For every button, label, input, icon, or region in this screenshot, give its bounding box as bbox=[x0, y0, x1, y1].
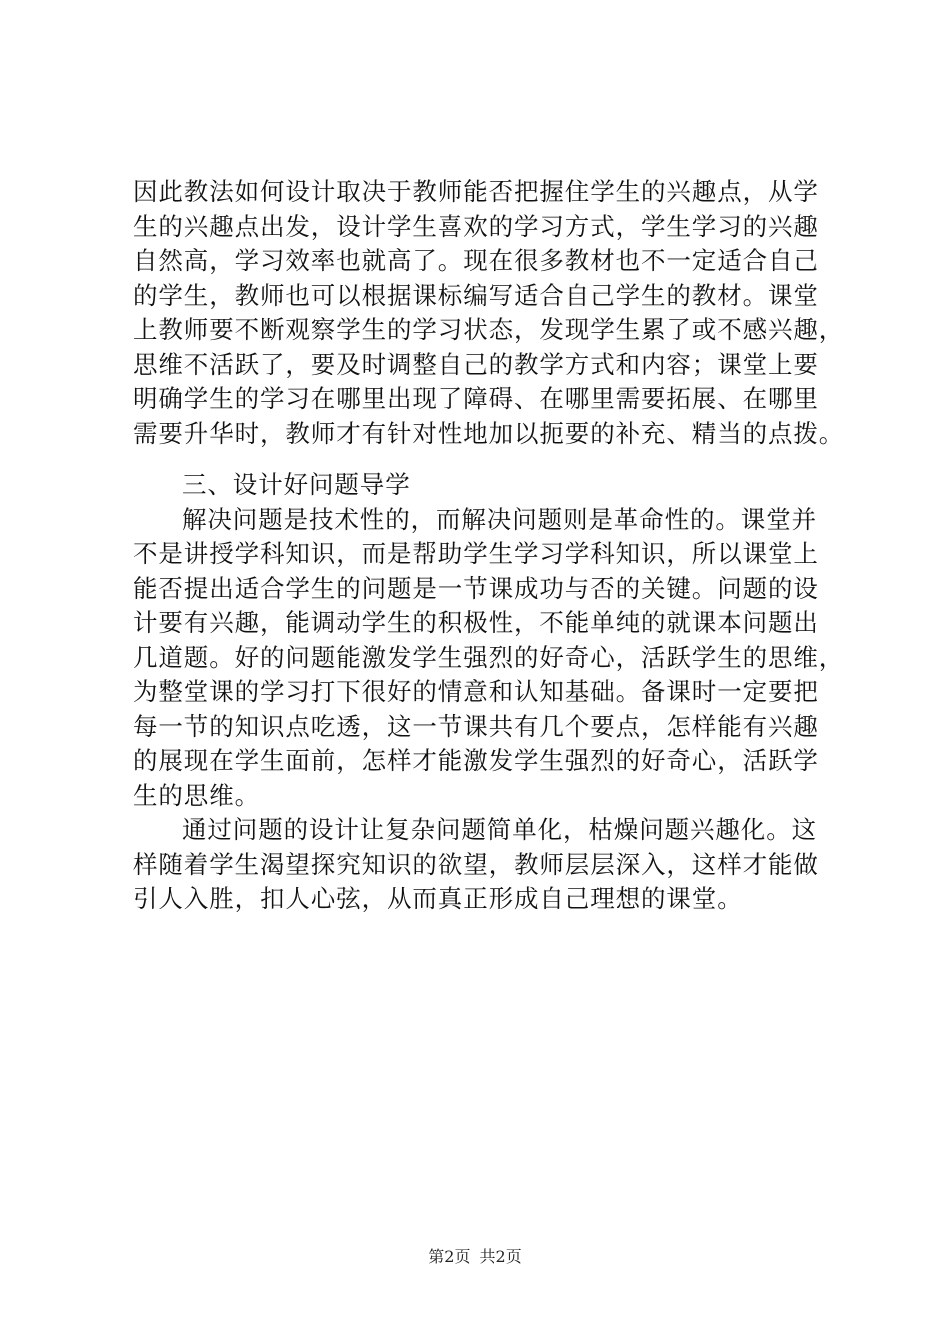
paragraph-1-line-3: 自然高，学习效率也就高了。现在很多教材也不一定适合自己 bbox=[133, 246, 819, 275]
paragraph-1-line-6: 思维不活跃了，要及时调整自己的教学方式和内容；课堂上要 bbox=[133, 350, 819, 379]
paragraph-2-line-7: 每一节的知识点吃透，这一节课共有几个要点，怎样能有兴趣 bbox=[133, 712, 819, 741]
paragraph-2-line-1: 解决问题是技术性的，而解决问题则是革命性的。课堂并 bbox=[182, 505, 817, 534]
paragraph-1-line-5: 上教师要不断观察学生的学习状态，发现学生累了或不感兴趣， bbox=[133, 315, 845, 344]
paragraph-2-line-6: 为整堂课的学习打下很好的情意和认知基础。备课时一定要把 bbox=[133, 677, 819, 706]
page-total: 共2页 bbox=[479, 1247, 522, 1266]
paragraph-2-line-8: 的展现在学生面前，怎样才能激发学生强烈的好奇心，活跃学 bbox=[133, 746, 819, 775]
paragraph-3-line-2: 样随着学生渴望探究知识的欲望，教师层层深入，这样才能做 bbox=[133, 850, 819, 879]
paragraph-1-line-8: 需要升华时，教师才有针对性地加以扼要的补充、精当的点拨。 bbox=[133, 419, 845, 448]
paragraph-2-line-3: 能否提出适合学生的问题是一节课成功与否的关键。问题的设 bbox=[133, 574, 819, 603]
paragraph-2-line-4: 计要有兴趣，能调动学生的积极性，不能单纯的就课本问题出 bbox=[133, 608, 819, 637]
paragraph-3-line-3: 引人入胜，扣人心弦，从而真正形成自己理想的课堂。 bbox=[133, 884, 743, 913]
paragraph-1-line-2: 生的兴趣点出发，设计学生喜欢的学习方式，学生学习的兴趣 bbox=[133, 212, 819, 241]
page-number: 第2页 bbox=[428, 1247, 471, 1266]
paragraph-2-line-9: 生的思维。 bbox=[133, 781, 260, 810]
paragraph-2-line-2: 不是讲授学科知识，而是帮助学生学习学科知识，所以课堂上 bbox=[133, 539, 819, 568]
section-heading-3: 三、设计好问题导学 bbox=[182, 470, 411, 499]
paragraph-1-line-4: 的学生，教师也可以根据课标编写适合自己学生的教材。课堂 bbox=[133, 281, 819, 310]
paragraph-1-line-1: 因此教法如何设计取决于教师能否把握住学生的兴趣点，从学 bbox=[133, 177, 819, 206]
paragraph-3-line-1: 通过问题的设计让复杂问题简单化，枯燥问题兴趣化。这 bbox=[182, 815, 817, 844]
paragraph-2-line-5: 几道题。好的问题能激发学生强烈的好奇心，活跃学生的思维， bbox=[133, 643, 845, 672]
paragraph-1-line-7: 明确学生的学习在哪里出现了障碍、在哪里需要拓展、在哪里 bbox=[133, 384, 819, 413]
page-footer bbox=[0, 1247, 950, 1267]
